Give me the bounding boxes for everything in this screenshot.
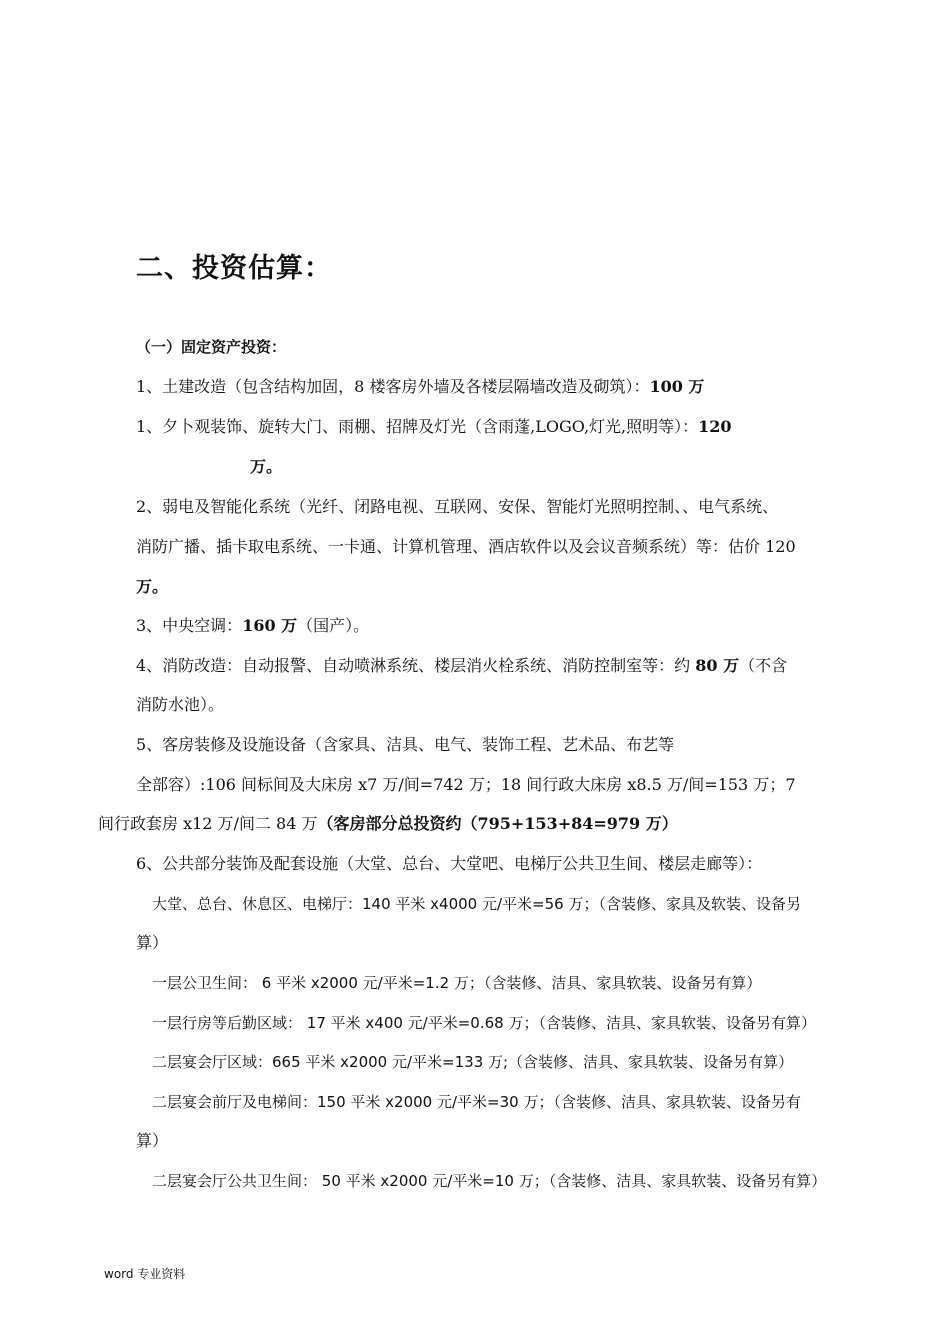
- public-area-2f-foyer: 二层宴会前厅及电梯间：150 平米 x2000 元/平米=30 万；（含装修、洁具、家具软装、设备另有: [152, 1093, 801, 1111]
- subsection-heading: （一）固定资产投资：: [136, 338, 287, 356]
- item-note: （不含: [739, 656, 788, 675]
- item-4-fire-protection: [136, 655, 787, 677]
- item-3-air-conditioning: [136, 615, 369, 637]
- item-text: 1、土建改造（包含结构加固，8 楼客房外墙及各楼层隔墙改造及砌筑）：: [136, 377, 650, 396]
- item-amount: 100 万: [649, 377, 705, 396]
- item-amount: 80 万: [695, 656, 740, 675]
- item-continuation: 算）: [136, 1131, 169, 1150]
- item-amount: 160 万: [242, 616, 298, 635]
- section-heading: 二、投资估算：: [136, 253, 332, 284]
- item-continuation: 全部容）:106 间标间及大床房 x7 万/间=742 万；18 间行政大床房 x8.5 万/间=153 万；7: [136, 775, 796, 794]
- item-total: （客房部分总投资约（795+153+84=979 万）: [317, 814, 678, 833]
- public-area-1f-restroom: 一层公卫生间： 6 平米 x2000 元/平米=1.2 万；（含装修、洁具、家具软装、设备另有算）: [152, 974, 762, 992]
- item-continuation: 消防水池）。: [136, 695, 225, 714]
- item-continuation: 消防广播、插卡取电系统、一卡通、计算机管理、酒店软件以及会议音频系统）等：估价 120: [136, 537, 796, 556]
- item-5-guest-rooms: 5、客房装修及设施设备（含家具、洁具、电气、装饰工程、艺术品、布艺等: [136, 735, 675, 754]
- item-1-exterior-decoration: [136, 416, 732, 438]
- item-text: 4、消防改造：自动报警、自动喷淋系统、楼层消火栓系统、消防控制室等：约: [136, 656, 696, 675]
- public-area-1f-back-office: 一层行房等后勤区域： 17 平米 x400 元/平米=0.68 万；（含装修、洁具、家具软装、设备另有算）: [152, 1014, 816, 1032]
- item-continuation: 万。: [250, 457, 283, 476]
- item-text: 3、中央空调：: [136, 616, 243, 635]
- item-note: （国产）。: [297, 616, 370, 635]
- item-amount: 120: [698, 417, 732, 436]
- public-area-2f-banquet: 二层宴会厅区域：665 平米 x2000 元/平米=133 万;（含装修、洁具、家具软装、设备另有算）: [152, 1053, 794, 1071]
- item-text: 1、夕卜观装饰、旋转大门、雨棚、招牌及灯光（含雨蓬,LOGO,灯光,照明等）：: [136, 417, 699, 436]
- item-continuation: 万。: [136, 577, 169, 596]
- public-area-2f-restroom: 二层宴会厅公共卫生间： 50 平米 x2000 元/平米=10 万；（含装修、洁具、家具软装、设备另有算）: [152, 1172, 827, 1190]
- item-1-civil-works: [136, 376, 704, 398]
- public-area-lobby: 大堂、总台、休息区、电梯厅：140 平米 x4000 元/平米=56 万；（含装修、家具及软装、设备另: [152, 895, 801, 913]
- item-continuation: [98, 813, 678, 835]
- item-continuation: 算）: [136, 933, 169, 952]
- page-footer: word 专业资料: [104, 1267, 186, 1281]
- item-2-weak-current: 2、弱电及智能化系统（光纤、闭路电视、互联网、安保、智能灯光照明控制、、电气系统、: [136, 497, 779, 516]
- item-6-public-areas: 6、公共部分装饰及配套设施（大堂、总台、大堂吧、电梯厅公共卫生间、楼层走廊等）：: [136, 854, 763, 873]
- item-text: 间行政套房 x12 万/间二 84 万: [98, 814, 318, 833]
